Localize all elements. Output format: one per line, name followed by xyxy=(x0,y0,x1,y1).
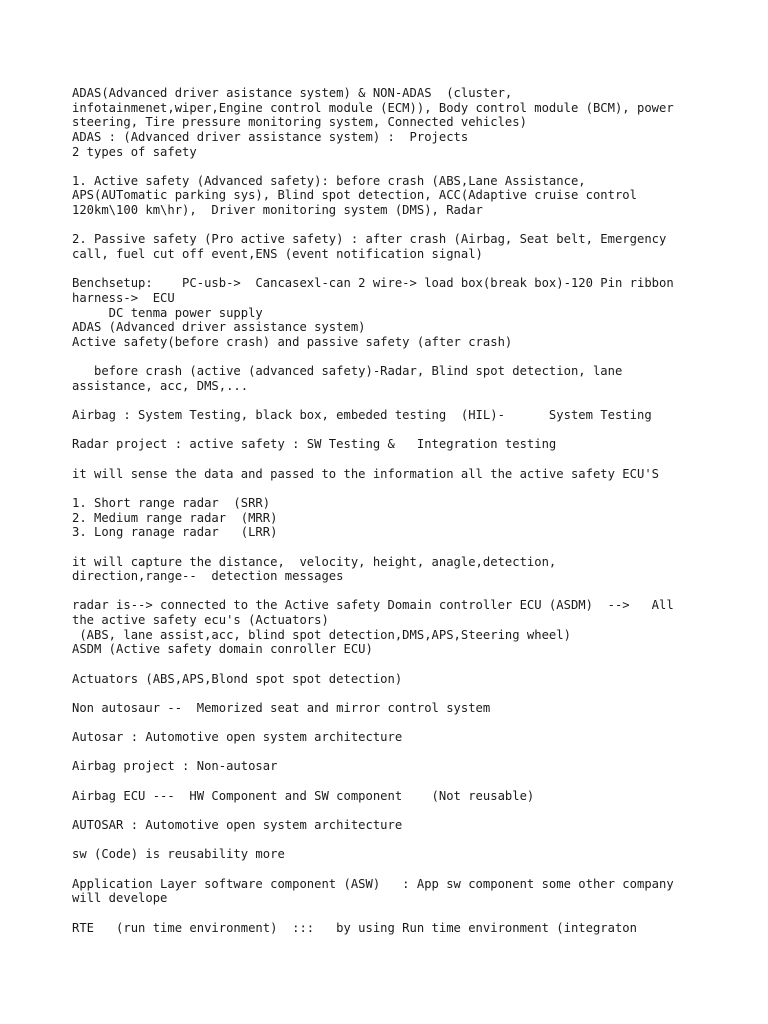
text-paragraph xyxy=(72,174,702,218)
text-line: 2 types of safety xyxy=(72,144,197,159)
text-paragraph xyxy=(72,276,702,349)
text-line: Active safety(before crash) and passive safety (after crash) xyxy=(72,334,513,349)
text-paragraph xyxy=(72,408,702,423)
text-paragraph xyxy=(72,921,702,936)
text-line: Actuators (ABS,APS,Blond spot spot detection) xyxy=(72,671,403,686)
text-line: Non autosaur -- Memorized seat and mirror control system xyxy=(72,700,491,715)
text-line: infotainmenet,wiper,Engine control module (ECM)), Body control module (BCM), power xyxy=(72,100,674,115)
text-line: 1. Active safety (Advanced safety): before crash (ABS,Lane Assistance, xyxy=(72,173,586,188)
text-paragraph xyxy=(72,496,702,540)
text-line: call, fuel cut off event,ENS (event notification signal) xyxy=(72,247,483,262)
text-line: DC tenma power supply xyxy=(72,305,263,320)
text-line: RTE (run time environment) ::: by using Run time environment (integraton xyxy=(72,920,637,935)
document-page xyxy=(72,86,702,950)
text-line: Radar project : active safety : SW Testing & Integration testing xyxy=(72,437,557,452)
text-paragraph xyxy=(72,364,702,393)
text-paragraph xyxy=(72,701,702,716)
text-line: ADAS : (Advanced driver assistance system) : Projects xyxy=(72,129,469,144)
text-paragraph xyxy=(72,759,702,774)
text-line: Airbag ECU --- HW Component and SW component (Not reusable) xyxy=(72,788,535,803)
text-line: AUTOSAR : Automotive open system architecture xyxy=(72,818,403,833)
text-line: the active safety ecu's (Actuators) xyxy=(72,613,329,628)
text-line: APS(AUTomatic parking sys), Blind spot detection, ACC(Adaptive cruise control xyxy=(72,188,637,203)
text-paragraph xyxy=(72,672,702,687)
text-line: radar is--> connected to the Active safety Domain controller ECU (ASDM) --> All xyxy=(72,598,674,613)
text-paragraph xyxy=(72,877,702,906)
text-line: Application Layer software component (ASW) : App sw component some other company xyxy=(72,876,674,891)
text-line: Airbag : System Testing, black box, embeded testing (HIL)- System Testing xyxy=(72,408,652,423)
text-paragraph xyxy=(72,730,702,745)
text-paragraph xyxy=(72,818,702,833)
text-line: steering, Tire pressure monitoring system, Connected vehicles) xyxy=(72,115,527,130)
text-paragraph xyxy=(72,232,702,261)
text-line: it will capture the distance, velocity, height, anagle,detection, xyxy=(72,554,557,569)
text-line: ADAS (Advanced driver assistance system) xyxy=(72,320,366,335)
text-line: sw (Code) is reusability more xyxy=(72,847,285,862)
text-line: ADAS(Advanced driver asistance system) & NON-ADAS (cluster, xyxy=(72,86,513,100)
text-paragraph xyxy=(72,467,702,482)
text-paragraph xyxy=(72,598,702,657)
text-paragraph xyxy=(72,437,702,452)
text-line: 120km\100 km\hr), Driver monitoring system (DMS), Radar xyxy=(72,203,483,218)
text-paragraph xyxy=(72,555,702,584)
text-line: Benchsetup: PC-usb-> Cancasexl-can 2 wire-> load box(break box)-120 Pin ribbon xyxy=(72,276,674,291)
text-line: assistance, acc, DMS,... xyxy=(72,378,249,393)
text-line: 1. Short range radar (SRR) xyxy=(72,495,271,510)
text-line: direction,range-- detection messages xyxy=(72,569,344,584)
text-line: ASDM (Active safety domain conroller ECU) xyxy=(72,642,373,657)
text-line: before crash (active (advanced safety)-Radar, Blind spot detection, lane xyxy=(72,364,623,379)
text-line: 2. Medium range radar (MRR) xyxy=(72,510,278,525)
text-line: (ABS, lane assist,acc, blind spot detection,DMS,APS,Steering wheel) xyxy=(72,627,571,642)
document-body xyxy=(72,86,702,935)
text-line: it will sense the data and passed to the information all the active safety ECU'S xyxy=(72,466,659,481)
text-line: Airbag project : Non-autosar xyxy=(72,759,278,774)
text-paragraph xyxy=(72,86,702,159)
text-paragraph xyxy=(72,789,702,804)
text-line: Autosar : Automotive open system architecture xyxy=(72,730,403,745)
text-line: will develope xyxy=(72,891,168,906)
text-line: 3. Long ranage radar (LRR) xyxy=(72,525,278,540)
text-paragraph xyxy=(72,847,702,862)
text-line: 2. Passive safety (Pro active safety) : after crash (Airbag, Seat belt, Emergency xyxy=(72,232,667,247)
text-line: harness-> ECU xyxy=(72,290,175,305)
